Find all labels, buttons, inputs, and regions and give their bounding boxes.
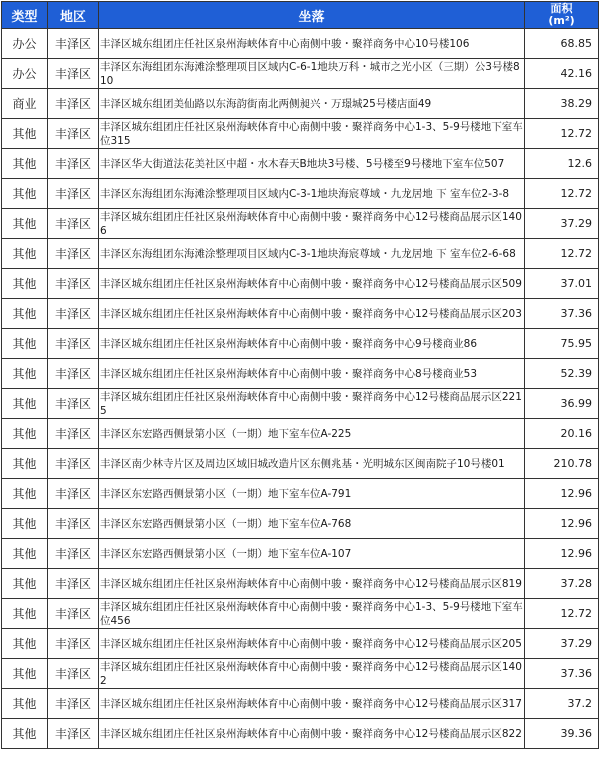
cell-type: 其他 bbox=[2, 509, 48, 539]
cell-size: 37.01 bbox=[525, 269, 599, 299]
header-type: 类型 bbox=[2, 2, 48, 29]
cell-location: 丰泽区城东组团庄任社区泉州海峡体育中心南侧中骏・聚祥商务中心12号楼商品展示区203 bbox=[99, 299, 525, 329]
cell-location: 丰泽区东宏路西侧景第小区（一期）地下室车位A-107 bbox=[99, 539, 525, 569]
cell-size: 38.29 bbox=[525, 89, 599, 119]
cell-area: 丰泽区 bbox=[48, 479, 99, 509]
cell-type: 其他 bbox=[2, 479, 48, 509]
cell-area: 丰泽区 bbox=[48, 29, 99, 59]
cell-location: 丰泽区城东组团庄任社区泉州海峡体育中心南侧中骏・聚祥商务中心12号楼商品展示区1406 bbox=[99, 209, 525, 239]
table-row bbox=[2, 689, 599, 719]
header-area: 地区 bbox=[48, 2, 99, 29]
cell-area: 丰泽区 bbox=[48, 569, 99, 599]
table-row bbox=[2, 119, 599, 149]
cell-type: 其他 bbox=[2, 659, 48, 689]
table-row bbox=[2, 359, 599, 389]
cell-size: 39.36 bbox=[525, 719, 599, 749]
cell-size: 37.29 bbox=[525, 629, 599, 659]
table-row bbox=[2, 719, 599, 749]
cell-area: 丰泽区 bbox=[48, 119, 99, 149]
cell-location: 丰泽区城东组团庄任社区泉州海峡体育中心南侧中骏・聚祥商务中心12号楼商品展示区819 bbox=[99, 569, 525, 599]
table-row bbox=[2, 209, 599, 239]
cell-size: 210.78 bbox=[525, 449, 599, 479]
cell-area: 丰泽区 bbox=[48, 179, 99, 209]
cell-location: 丰泽区城东组团庄任社区泉州海峡体育中心南侧中骏・聚祥商务中心12号楼商品展示区822 bbox=[99, 719, 525, 749]
property-table bbox=[1, 1, 599, 749]
cell-size: 12.6 bbox=[525, 149, 599, 179]
header-size-label: 面积 bbox=[550, 2, 573, 15]
cell-area: 丰泽区 bbox=[48, 689, 99, 719]
cell-type: 其他 bbox=[2, 599, 48, 629]
table-row bbox=[2, 479, 599, 509]
cell-type: 其他 bbox=[2, 299, 48, 329]
cell-type: 其他 bbox=[2, 419, 48, 449]
cell-area: 丰泽区 bbox=[48, 449, 99, 479]
cell-location: 丰泽区城东组团庄任社区泉州海峡体育中心南侧中骏・聚祥商务中心12号楼商品展示区1402 bbox=[99, 659, 525, 689]
cell-area: 丰泽区 bbox=[48, 239, 99, 269]
cell-area: 丰泽区 bbox=[48, 269, 99, 299]
cell-location: 丰泽区城东组团庄任社区泉州海峡体育中心南侧中骏・聚祥商务中心12号楼商品展示区2215 bbox=[99, 389, 525, 419]
cell-type: 商业 bbox=[2, 89, 48, 119]
cell-type: 其他 bbox=[2, 119, 48, 149]
table-row bbox=[2, 269, 599, 299]
cell-type: 其他 bbox=[2, 239, 48, 269]
table-row bbox=[2, 89, 599, 119]
table-row bbox=[2, 329, 599, 359]
table-row bbox=[2, 179, 599, 209]
cell-size: 37.2 bbox=[525, 689, 599, 719]
cell-size: 12.72 bbox=[525, 239, 599, 269]
cell-location: 丰泽区东海组团东海滩涂整理项目区域内C-3-1地块海宸尊域・九龙居地 下 室车位2-6-68 bbox=[99, 239, 525, 269]
cell-size: 52.39 bbox=[525, 359, 599, 389]
header-size bbox=[525, 2, 599, 29]
cell-location: 丰泽区东宏路西侧景第小区（一期）地下室车位A-791 bbox=[99, 479, 525, 509]
table-row bbox=[2, 29, 599, 59]
cell-type: 其他 bbox=[2, 179, 48, 209]
cell-size: 12.96 bbox=[525, 509, 599, 539]
cell-type: 办公 bbox=[2, 29, 48, 59]
cell-location: 丰泽区东宏路西侧景第小区（一期）地下室车位A-225 bbox=[99, 419, 525, 449]
cell-location: 丰泽区南少林寺片区及周边区域旧城改造片区东侧兆基・光明城东区闽南院子10号楼01 bbox=[99, 449, 525, 479]
cell-area: 丰泽区 bbox=[48, 59, 99, 89]
cell-location: 丰泽区东海组团东海滩涂整理项目区域内C-6-1地块万科・城市之光小区（三期）公3号楼810 bbox=[99, 59, 525, 89]
cell-size: 12.96 bbox=[525, 539, 599, 569]
table-row bbox=[2, 389, 599, 419]
cell-size: 37.29 bbox=[525, 209, 599, 239]
table-row bbox=[2, 239, 599, 269]
cell-area: 丰泽区 bbox=[48, 659, 99, 689]
cell-location: 丰泽区东宏路西侧景第小区（一期）地下室车位A-768 bbox=[99, 509, 525, 539]
table-row bbox=[2, 629, 599, 659]
table-row bbox=[2, 149, 599, 179]
cell-location: 丰泽区城东组团美仙路以东海韵街南北两侧昶兴・万璟城25号楼店面49 bbox=[99, 89, 525, 119]
cell-area: 丰泽区 bbox=[48, 299, 99, 329]
cell-type: 其他 bbox=[2, 449, 48, 479]
cell-area: 丰泽区 bbox=[48, 509, 99, 539]
cell-area: 丰泽区 bbox=[48, 419, 99, 449]
cell-type: 其他 bbox=[2, 209, 48, 239]
cell-type: 其他 bbox=[2, 569, 48, 599]
table-row bbox=[2, 299, 599, 329]
cell-location: 丰泽区城东组团庄任社区泉州海峡体育中心南侧中骏・聚祥商务中心12号楼商品展示区317 bbox=[99, 689, 525, 719]
cell-type: 其他 bbox=[2, 149, 48, 179]
cell-area: 丰泽区 bbox=[48, 719, 99, 749]
cell-area: 丰泽区 bbox=[48, 539, 99, 569]
table-row bbox=[2, 599, 599, 629]
table-row bbox=[2, 449, 599, 479]
cell-size: 37.28 bbox=[525, 569, 599, 599]
cell-type: 其他 bbox=[2, 539, 48, 569]
cell-area: 丰泽区 bbox=[48, 359, 99, 389]
table-row bbox=[2, 659, 599, 689]
header-row bbox=[2, 2, 599, 29]
table-row bbox=[2, 509, 599, 539]
cell-area: 丰泽区 bbox=[48, 629, 99, 659]
cell-size: 12.96 bbox=[525, 479, 599, 509]
cell-area: 丰泽区 bbox=[48, 389, 99, 419]
table-row bbox=[2, 419, 599, 449]
cell-size: 75.95 bbox=[525, 329, 599, 359]
cell-type: 其他 bbox=[2, 359, 48, 389]
cell-location: 丰泽区城东组团庄任社区泉州海峡体育中心南侧中骏・聚祥商务中心10号楼106 bbox=[99, 29, 525, 59]
table-row bbox=[2, 59, 599, 89]
cell-size: 12.72 bbox=[525, 179, 599, 209]
cell-type: 其他 bbox=[2, 389, 48, 419]
cell-location: 丰泽区城东组团庄任社区泉州海峡体育中心南侧中骏・聚祥商务中心12号楼商品展示区509 bbox=[99, 269, 525, 299]
cell-location: 丰泽区城东组团庄任社区泉州海峡体育中心南侧中骏・聚祥商务中心12号楼商品展示区205 bbox=[99, 629, 525, 659]
cell-size: 37.36 bbox=[525, 659, 599, 689]
cell-type: 办公 bbox=[2, 59, 48, 89]
cell-type: 其他 bbox=[2, 719, 48, 749]
cell-size: 12.72 bbox=[525, 599, 599, 629]
cell-size: 20.16 bbox=[525, 419, 599, 449]
cell-area: 丰泽区 bbox=[48, 329, 99, 359]
header-size-unit: (m²) bbox=[548, 14, 575, 27]
cell-area: 丰泽区 bbox=[48, 149, 99, 179]
cell-size: 68.85 bbox=[525, 29, 599, 59]
cell-type: 其他 bbox=[2, 269, 48, 299]
cell-area: 丰泽区 bbox=[48, 209, 99, 239]
cell-location: 丰泽区城东组团庄任社区泉州海峡体育中心南侧中骏・聚祥商务中心1-3、5-9号楼地下室车位456 bbox=[100, 600, 523, 627]
cell-area: 丰泽区 bbox=[48, 89, 99, 119]
table-row bbox=[2, 539, 599, 569]
cell-size: 12.72 bbox=[525, 119, 599, 149]
cell-size: 36.99 bbox=[525, 389, 599, 419]
cell-area: 丰泽区 bbox=[48, 599, 99, 629]
header-location: 坐落 bbox=[99, 2, 525, 29]
cell-location: 丰泽区城东组团庄任社区泉州海峡体育中心南侧中骏・聚祥商务中心1-3、5-9号楼地下室车位315 bbox=[100, 120, 523, 147]
cell-location: 丰泽区城东组团庄任社区泉州海峡体育中心南侧中骏・聚祥商务中心8号楼商业53 bbox=[99, 359, 525, 389]
table-row bbox=[2, 569, 599, 599]
cell-type: 其他 bbox=[2, 689, 48, 719]
cell-type: 其他 bbox=[2, 329, 48, 359]
table-body bbox=[2, 29, 599, 749]
cell-location: 丰泽区城东组团庄任社区泉州海峡体育中心南侧中骏・聚祥商务中心9号楼商业86 bbox=[99, 329, 525, 359]
cell-type: 其他 bbox=[2, 629, 48, 659]
cell-location: 丰泽区华大街道法花美社区中超・水木春天B地块3号楼、5号楼至9号楼地下室车位507 bbox=[99, 149, 525, 179]
cell-location: 丰泽区东海组团东海滩涂整理项目区域内C-3-1地块海宸尊域・九龙居地 下 室车位2-3-8 bbox=[99, 179, 525, 209]
cell-size: 42.16 bbox=[525, 59, 599, 89]
cell-size: 37.36 bbox=[525, 299, 599, 329]
